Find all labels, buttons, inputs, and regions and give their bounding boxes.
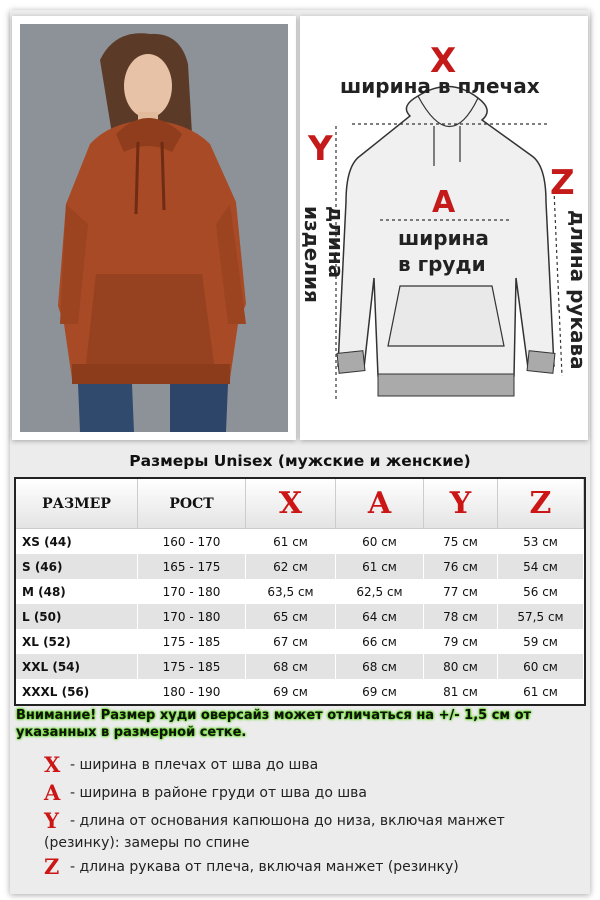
y-cell: 76 см [424,554,498,579]
x-marker: X [430,41,457,81]
a-cell: 62,5 см [336,579,424,604]
x-cell: 68 см [246,654,336,679]
y-cell: 79 см [424,629,498,654]
size-table-header-row [16,479,584,529]
height-cell: 170 - 180 [138,579,246,604]
chest-label-line-2: в груди [398,252,486,276]
x-cell: 61 см [246,529,336,554]
legend-text: - ширина в районе груди от шва до шва [70,785,367,801]
y-cell: 81 см [424,679,498,704]
table-row [16,604,584,629]
z-marker: Z [550,163,575,203]
a-cell: 66 см [336,629,424,654]
table-row [16,529,584,554]
a-cell: 68 см [336,654,424,679]
legend-letter: Z [44,854,60,879]
y-cell: 77 см [424,579,498,604]
legend-letter: Y [44,808,59,833]
header-size: РАЗМЕР [16,479,138,529]
header-y: Y [424,479,498,529]
z-cell: 59 см [498,629,584,654]
length-label: длина изделия [300,206,348,303]
legend-letter: X [44,752,61,777]
z-cell: 60 см [498,654,584,679]
table-row [16,629,584,654]
y-cell: 78 см [424,604,498,629]
x-cell: 67 см [246,629,336,654]
height-cell: 165 - 175 [138,554,246,579]
size-cell: L (50) [16,604,138,629]
z-cell: 53 см [498,529,584,554]
a-cell: 61 см [336,554,424,579]
header-x: X [246,479,336,529]
table-row [16,554,584,579]
height-cell: 170 - 180 [138,604,246,629]
size-table-title: Размеры Unisex (мужские и женские) [129,452,471,470]
sleeve-label: длина рукава [566,210,590,370]
table-row [16,654,584,679]
header-height: РОСТ [138,479,246,529]
header-z: Z [498,479,584,529]
legend-text: - длина от основания капюшона до низа, включая манжет (резинку): замеры по спине [44,813,505,851]
z-cell: 61 см [498,679,584,704]
x-cell: 65 см [246,604,336,629]
size-cell: M (48) [16,579,138,604]
legend-text: - длина рукава от плеча, включая манжет (резинку) [70,859,459,875]
y-cell: 75 см [424,529,498,554]
x-cell: 63,5 см [246,579,336,604]
size-cell: XXXL (56) [16,679,138,704]
legend-item-a [44,782,574,804]
size-cell: XXL (54) [16,654,138,679]
size-cell: XS (44) [16,529,138,554]
legend-letter: A [44,780,61,805]
a-cell: 69 см [336,679,424,704]
a-cell: 60 см [336,529,424,554]
table-row [16,579,584,604]
size-table [14,477,586,706]
a-cell: 64 см [336,604,424,629]
chest-label-line-1: ширина [398,226,489,250]
z-cell: 54 см [498,554,584,579]
legend-item-y [44,810,574,854]
model-photo-frame [12,16,296,440]
y-cell: 80 см [424,654,498,679]
model-photo [20,24,288,432]
size-cell: S (46) [16,554,138,579]
y-marker: Y [308,129,333,169]
z-cell: 57,5 см [498,604,584,629]
height-cell: 175 - 185 [138,629,246,654]
header-a: A [336,479,424,529]
height-cell: 160 - 170 [138,529,246,554]
legend-text: - ширина в плечах от шва до шва [70,757,319,773]
size-warning: Внимание! Размер худи оверсайз может отличаться на +/- 1,5 см от указанных в размерной сетке. [16,708,532,740]
x-cell: 69 см [246,679,336,704]
legend-item-z [44,856,574,878]
top-images [12,16,588,440]
shoulder-label: ширина в плечах [340,74,540,98]
a-marker: A [432,185,456,220]
size-cell: XL (52) [16,629,138,654]
height-cell: 175 - 185 [138,654,246,679]
legend-item-x [44,754,574,776]
table-row [16,679,584,704]
height-cell: 180 - 190 [138,679,246,704]
z-cell: 56 см [498,579,584,604]
x-cell: 62 см [246,554,336,579]
measurement-diagram [300,16,588,440]
